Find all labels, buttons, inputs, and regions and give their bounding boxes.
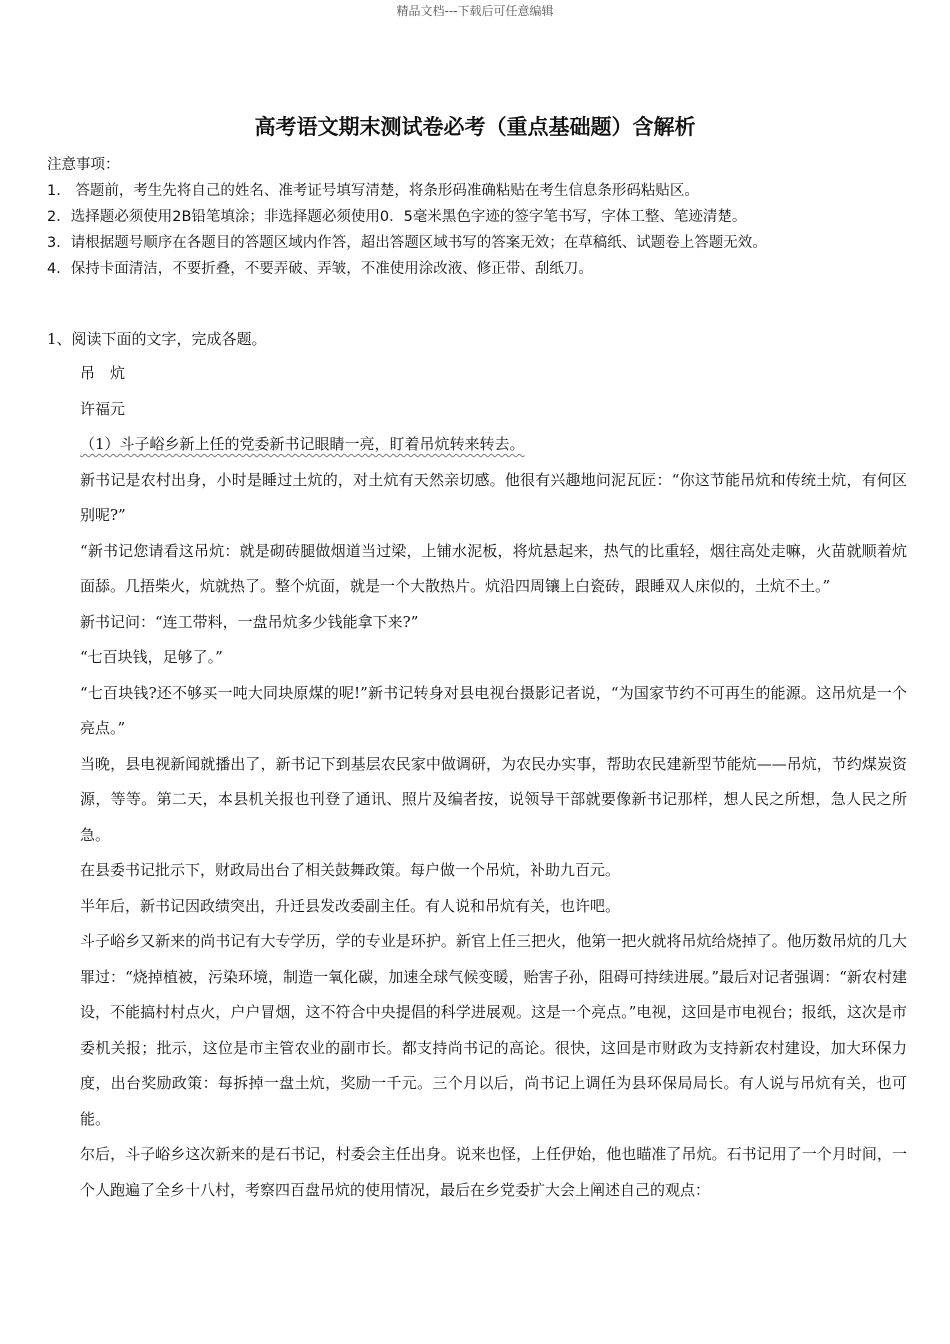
story-paragraph: “新书记您请看这吊炕：就是砌砖腿做烟道当过梁，上铺水泥板，将炕悬起来，热气的比重轻，烟往高处走嘛，火苗就顺着炕面舔。几捂柴火，炕就热了。整个炕面，就是一个大散热片。炕沿四周镶上白瓷砖，跟睡双人床似的，土炕不土。”: [80, 541, 907, 595]
marked-sentence: （1）斗子峪乡新上任的党委新书记眼睛一亮，盯着吊炕转来转去。: [80, 435, 525, 453]
story-paragraph: 新书记问：“连工带料，一盘吊炕多少钱能拿下来?”: [80, 612, 419, 631]
story-paragraph: [47, 427, 907, 463]
notes-item: 2．选择题必须使用2B铅笔填涂；非选择题必须使用0．5毫米黑色字迹的签字笔书写，字体工整、笔迹清楚。: [47, 209, 747, 225]
notes-item: 4．保持卡面清洁，不要折叠，不要弄破、弄皱，不准使用涂改液、修正带、刮纸刀。: [47, 261, 593, 277]
exam-notes: [47, 152, 917, 282]
page-title: 高考语文期末测试卷必考（重点基础题）含解析: [254, 115, 696, 139]
notes-item: 3．请根据题号顺序在各题目的答题区域内作答，超出答题区域书写的答案无效；在草稿纸、试题卷上答题无效。: [47, 235, 767, 251]
question-intro: 1、阅读下面的文字，完成各题。: [47, 330, 267, 348]
reading-passage: [47, 322, 907, 1208]
story-paragraph: “七百块钱?还不够买一吨大同块原煤的呢!”新书记转身对县电视台摄影记者说，“为国家节约不可再生的能源。这吊炕是一个亮点。”: [80, 683, 907, 737]
story-paragraph: 斗子峪乡又新来的尚书记有大专学历，学的专业是环护。新官上任三把火，他第一把火就将吊炕给烧掉了。他历数吊炕的几大罪过：“烧掉植被，污染环境，制造一氧化碳，加速全球气候变暖，贻害子孙，阻碍可持续进展。”最后对记者强调：“新农村建设，不能搞村村点火，户户冒烟，这不符合中央提倡的科学进展观。这是一个亮点。”电视，这回是市电视台；报纸，这次是市委机关报；批示，这位是市主管农业的副市长。都支持尚书记的高论。很快，这回是市财政为支持新农村建设，加大环保力度，出台奖励政策：每拆掉一盘土炕，奖励一千元。三个月以后，尚书记上调任为县环保局局长。有人说与吊炕有关，也可能。: [80, 932, 907, 1128]
story-title: 吊 炕: [80, 364, 126, 382]
notes-heading: 注意事项：: [47, 157, 120, 173]
story-paragraph: 当晚，县电视新闻就播出了，新书记下到基层农民家中做调研，为农民办实事，帮助农民建新型节能炕——吊炕，节约煤炭资源，等等。第二天，本县机关报也刊登了通讯、照片及编者按，说领导干部就要像新书记那样，想人民之所想，急人民之所急。: [80, 754, 907, 844]
story-paragraph: 半年后，新书记因政绩突出，升迁县发改委副主任。有人说和吊炕有关，也许吧。: [80, 896, 621, 915]
story-author: 许福元: [80, 399, 126, 418]
story-paragraph: “七百块钱，足够了。”: [80, 648, 223, 666]
page-header-note: 精品文档---下载后可任意编辑: [396, 4, 554, 18]
notes-item: 1. 答题前，考生先将自己的姓名、准考证号填写清楚，将条形码准确粘贴在考生信息条形码粘贴区。: [47, 183, 699, 199]
story-paragraph: 尔后，斗子峪乡这次新来的是石书记，村委会主任出身。说来也怪，上任伊始，他也瞄准了吊炕。石书记用了一个月时间，一个人跑遍了全乡十八村，考察四百盘吊炕的使用情况，最后在乡党委扩大会上阐述自己的观点：: [80, 1145, 907, 1199]
story-paragraph: 新书记是农村出身，小时是睡过土炕的，对土炕有天然亲切感。他很有兴趣地问泥瓦匠：“你这节能吊炕和传统土炕，有何区别呢?”: [80, 470, 907, 524]
story-paragraph: 在县委书记批示下，财政局出台了相关鼓舞政策。每户做一个吊炕，补助九百元。: [80, 861, 621, 879]
